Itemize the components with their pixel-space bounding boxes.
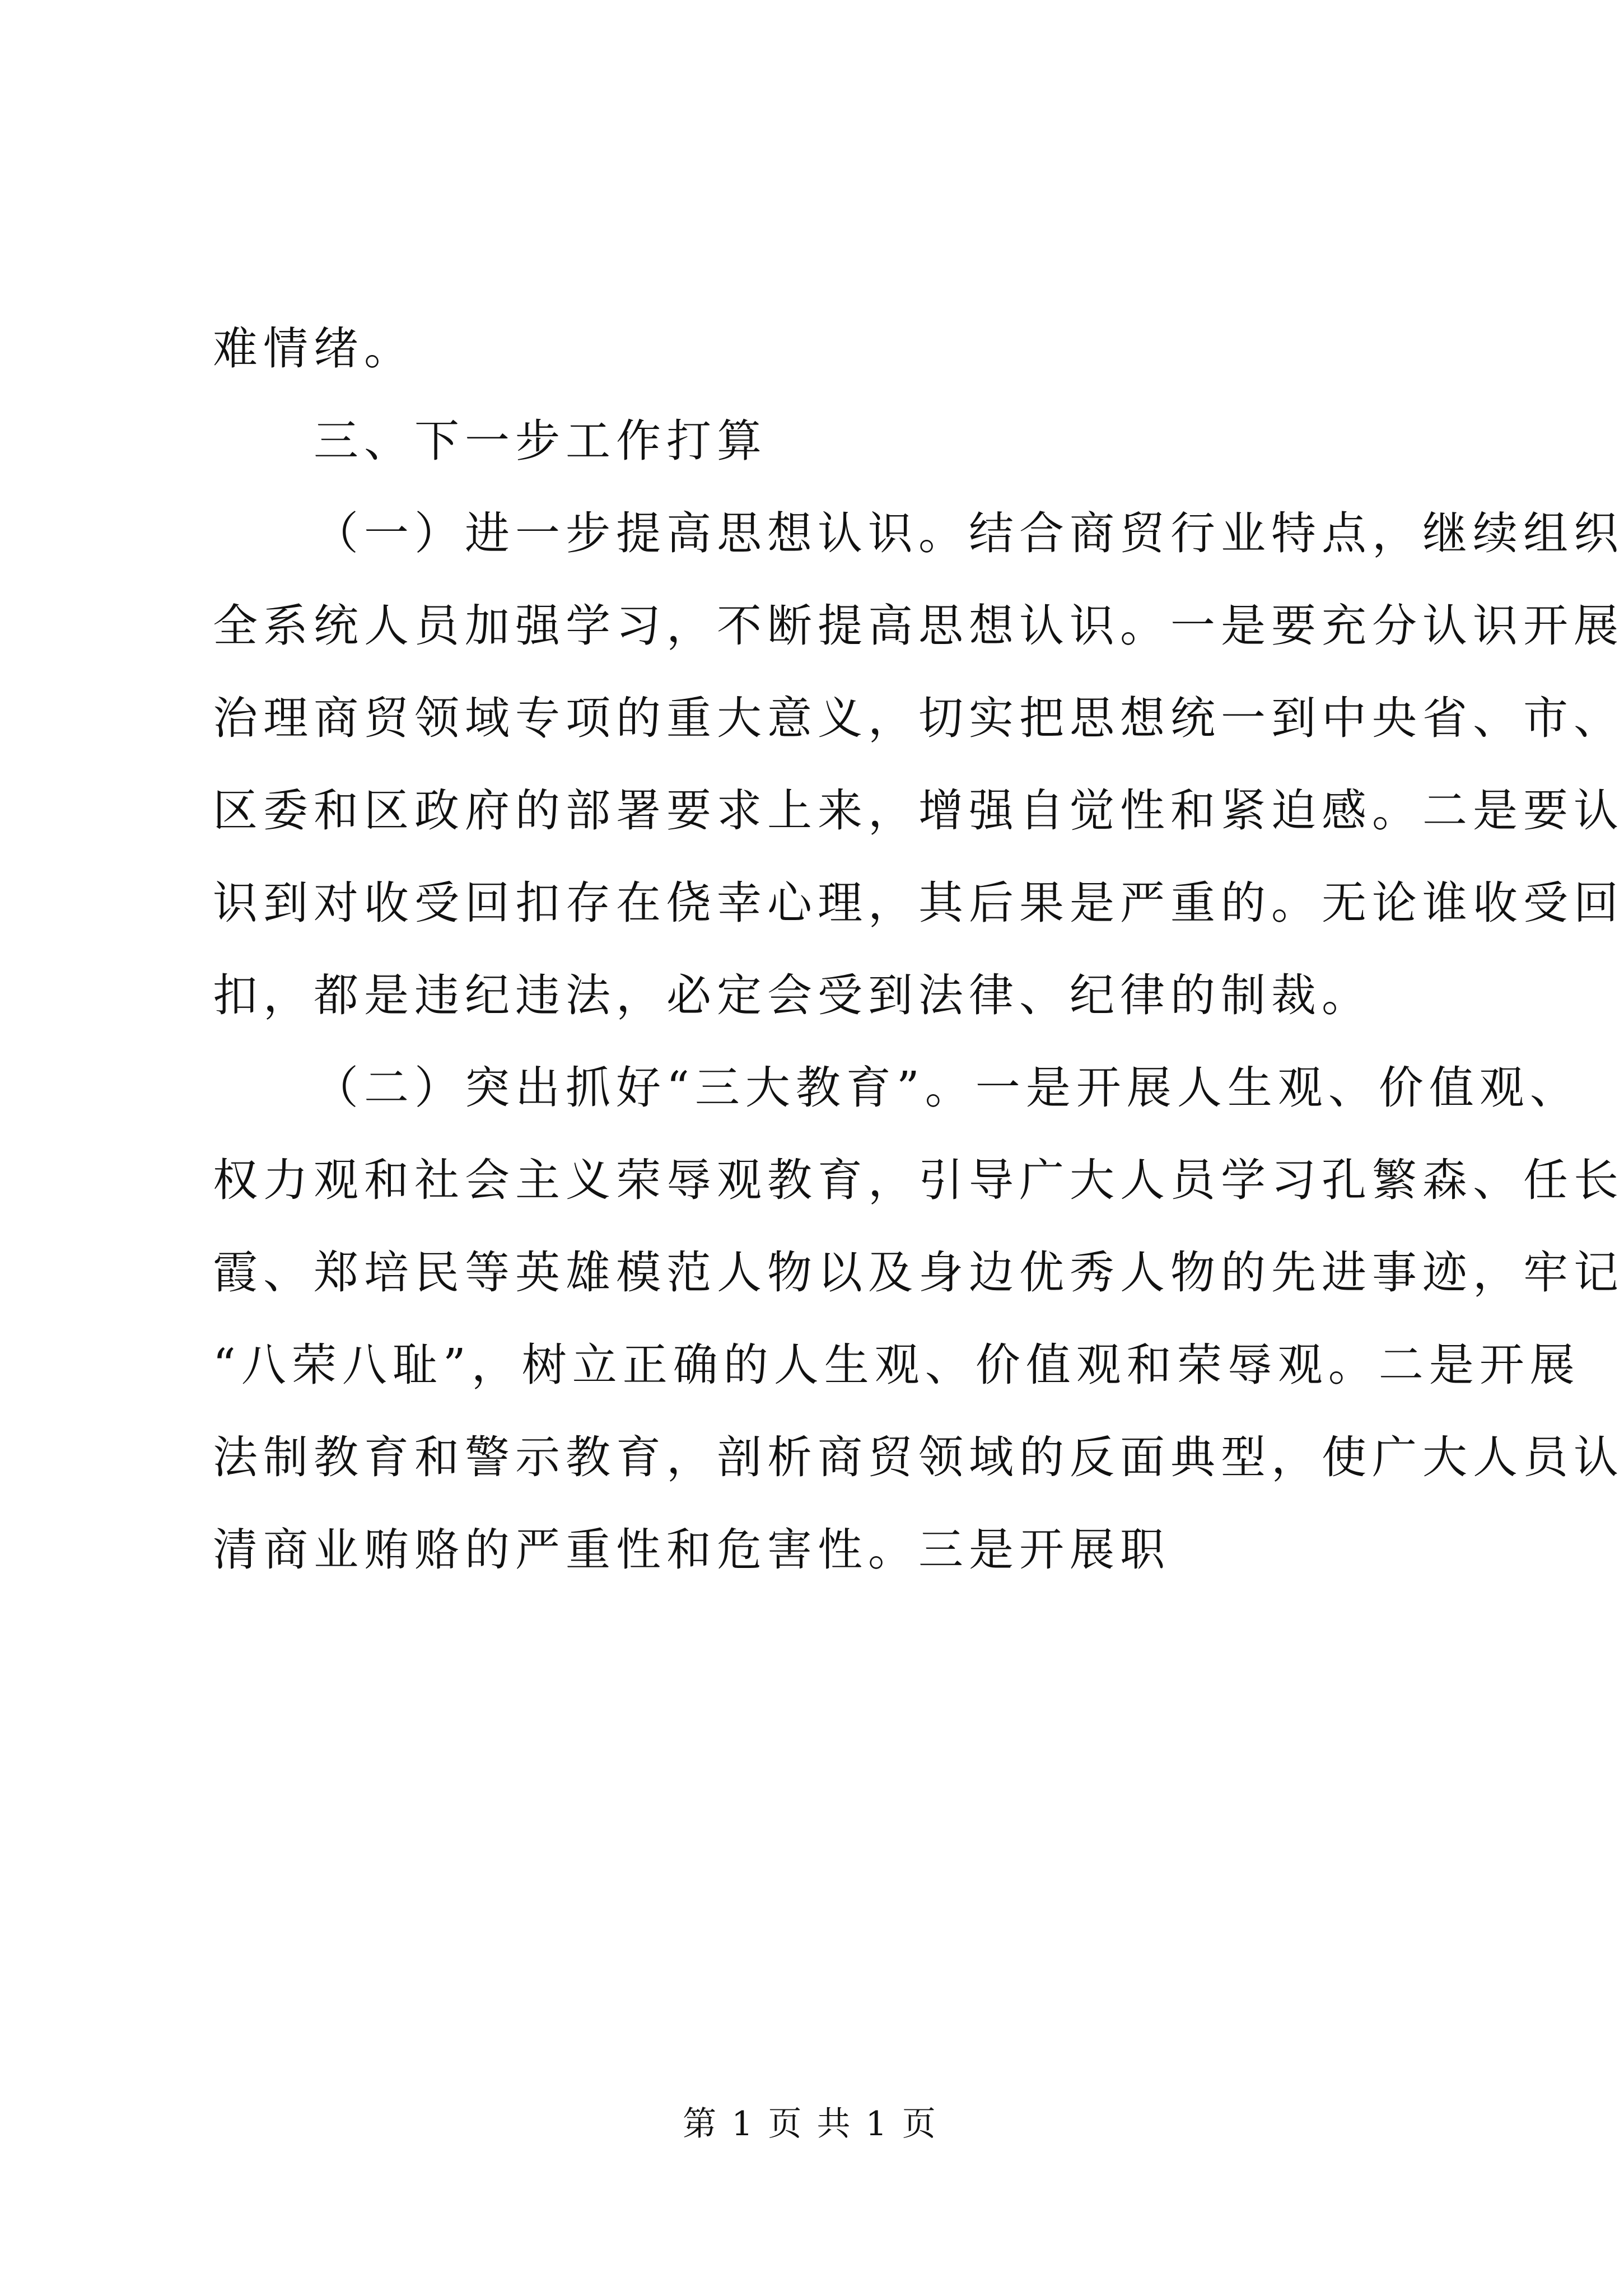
body-line: 霞、郑培民等英雄模范人物以及身边优秀人物的先进事迹，牢记 — [213, 1247, 1624, 1299]
body-line: 清商业贿赂的严重性和危害性。三是开展职 — [213, 1524, 1170, 1576]
body-line: 权力观和社会主义荣辱观教育，引导广大人员学习孔繁森、任长 — [213, 1154, 1624, 1206]
body-line: （一）进一步提高思想认识。结合商贸行业特点，继续组织 — [314, 507, 1624, 559]
document-body — [213, 302, 1624, 1596]
page-footer: 第 1 页 共 1 页 — [683, 2104, 938, 2144]
body-line: 扣，都是违纪违法，必定会受到法律、纪律的制裁。 — [213, 969, 1372, 1021]
body-line: 法制教育和警示教育，剖析商贸领域的反面典型，使广大人员认 — [213, 1431, 1624, 1483]
section-heading: 三、下一步工作打算 — [314, 415, 767, 467]
body-line: 全系统人员加强学习，不断提高思想认识。一是要充分认识开展 — [213, 600, 1624, 652]
body-line: 识到对收受回扣存在侥幸心理，其后果是严重的。无论谁收受回 — [213, 877, 1624, 929]
body-line: 难情绪。 — [213, 323, 414, 375]
body-line: 治理商贸领域专项的重大意义，切实把思想统一到中央省、市、 — [213, 692, 1624, 744]
body-line: “八荣八耻”，树立正确的人生观、价值观和荣辱观。二是开展 — [213, 1339, 1580, 1391]
body-line: 区委和区政府的部署要求上来，增强自觉性和紧迫感。二是要认 — [213, 785, 1624, 837]
body-line: （二）突出抓好“三大教育”。一是开展人生观、价值观、 — [314, 1062, 1580, 1114]
